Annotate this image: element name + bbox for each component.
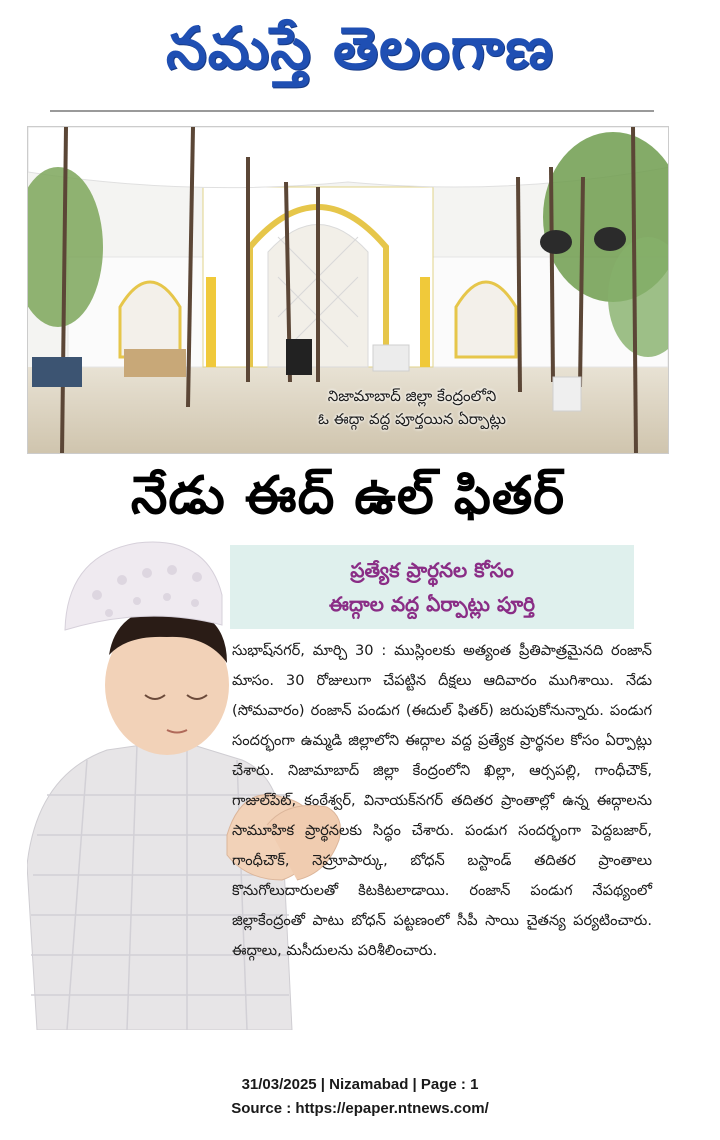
photo-caption — [272, 385, 552, 431]
eidgah-photo — [27, 126, 669, 454]
footer-date-edition-page: 31/03/2025 | Nizamabad | Page : 1 — [241, 1076, 479, 1093]
footer-source: Source : https://epaper.ntnews.com/ — [231, 1100, 489, 1117]
masthead-title: నమస్తే తెలంగాణ — [166, 14, 554, 82]
masthead-divider — [50, 110, 654, 112]
article-body: సుభాష్‌నగర్, మార్చి 30 : ముస్లింలకు అత్యంత ప్రీతిపాత్రమైనది రంజాన్ మాసం. 30 రోజులుగా చేపట్టిన దీక్షలు ఆదివారం ముగిశాయి. నేడు (సోమవారం) రంజాన్ పండుగ (ఈదుల్ ఫితర్) జరుపుకోనున్నారు. పండుగ సందర్భంగా ఉమ్మడి జిల్లాలోని ఈద్గాల వద్ద ప్రత్యేక ప్రార్థనల కోసం ఏర్పాట్లు చేశారు. నిజామాబాద్ జిల్లా కేంద్రంలోని ఖిల్లా, ఆర్సపల్లి, గాంధీచౌక్, గాజుల్‌పేట్, కంఠేశ్వర్, వినాయక్‌నగర్ తదితర ప్రాంతాల్లో ఉన్న ఈద్గాలను సామూహిక ప్రార్థనలకు సిద్ధం చేశారు. పండుగ సందర్భంగా పెద్దబజార్, గాంధీచౌక్, నెహ్రూపార్కు, బోధన్ బస్టాండ్ తదితర ప్రాంతాలు కొనుగోలుదారులతో కిటకిటలాడాయి. రంజాన్ పండుగ నేపథ్యంలో జిల్లాకేంద్రంతో పాటు బోధన్ పట్టణంలో సీపీ సాయి చైతన్య పర్యటించారు. ఈద్గాలు, మసీదులను పరిశీలించారు. — [232, 642, 652, 959]
page-footer — [0, 1073, 720, 1121]
article-headline: నేడు ఈద్ ఉల్ ఫితర్ — [130, 465, 566, 526]
subheading-line2: ఈద్గాల వద్ద ఏర్పాట్లు పూర్తి — [329, 592, 535, 616]
subheading-line1: ప్రత్యేక ప్రార్థనల కోసం — [350, 558, 514, 582]
photo-caption-line1: నిజామాబాద్ జిల్లా కేంద్రంలోని — [327, 387, 497, 405]
photo-caption-line2: ఓ ఈద్గా వద్ద పూర్తయిన ఏర్పాట్లు — [317, 410, 507, 428]
newspaper-masthead — [0, 8, 720, 88]
